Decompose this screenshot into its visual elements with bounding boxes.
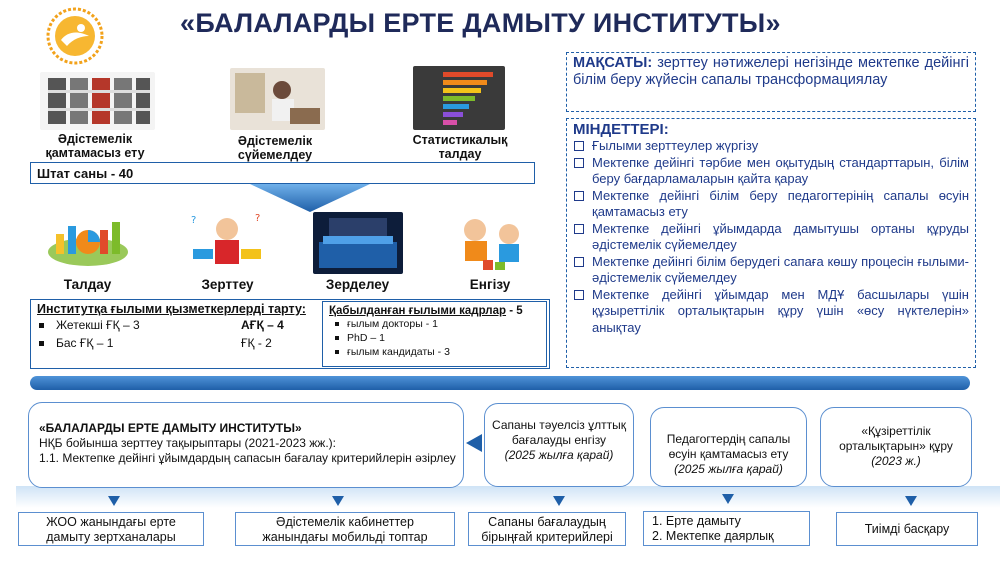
svg-text:?: ? (191, 215, 197, 226)
down-arrow-icon (905, 493, 917, 503)
output-management: Тиімді басқару (836, 512, 978, 546)
research-topics-bubble (28, 402, 464, 488)
tasks-label: МІНДЕТТЕРІ: (573, 121, 669, 138)
accepted-item: ғылым кандидаты - 3 (329, 345, 540, 359)
scientists-row2-right: ҒҚ - 2 (241, 336, 272, 350)
down-arrow-icon (722, 491, 734, 501)
teacher-growth-bubble (650, 407, 807, 487)
bubble-line: 1.1. Мектепке дейінгі ұйымдардың сапасын бағалау критерийлерін әзірлеу (39, 451, 456, 465)
task-item: Мектепке дейінгі ұйымдар мен МДҰ басшылары үшін құзыреттілік орталықтарын құру үшін «өсу нүктелерін» анықтау (573, 287, 969, 337)
output-program-2: 2. Мектепке даярлық (652, 529, 774, 543)
down-arrow-icon (108, 493, 120, 503)
aim-box (566, 52, 976, 112)
statistics-image (413, 66, 505, 130)
accepted-staff-box (322, 301, 547, 367)
task-item: Мектепке дейінгі білім берудегі сапаға көшу процесін ғылыми-әдістемелік сүйемелдеу (573, 254, 969, 287)
tasks-list (573, 138, 969, 336)
task-item: Мектепке дейінгі ұйымдарда дамытушы ортаны құруды әдістемелік сүйемелдеу (573, 221, 969, 254)
checkbox-icon (574, 158, 584, 168)
checkbox-icon (574, 257, 584, 267)
bubble-text: «Құзіреттілік орталықтарын» құру (839, 424, 953, 453)
output-labs: ЖОО жанындағы ерте дамыту зертханалары (18, 512, 204, 546)
national-assessment-bubble (484, 403, 634, 487)
study-image (313, 212, 403, 274)
output-program-1: 1. Ерте дамыту (652, 514, 741, 528)
mid-item-label-4: Енгізу (469, 277, 511, 292)
tasks-box (566, 118, 976, 368)
competence-centers-bubble (820, 407, 972, 487)
bubble-note: (2025 жылға қарай) (504, 448, 614, 462)
checkbox-icon (574, 290, 584, 300)
bottom-band (16, 486, 1000, 508)
output-mobile-groups: Әдістемелік кабинеттер жанындағы мобильді топтар (235, 512, 455, 546)
bubble-title: «БАЛАЛАРДЫ ЕРТЕ ДАМЫТУ ИНСТИТУТЫ» (39, 421, 302, 435)
research-image (183, 207, 270, 274)
scientists-row2-left: Бас ҒҚ – 1 (39, 335, 113, 352)
bookshelf-image (40, 72, 155, 130)
bubble-note: (2025 жылға қарай) (674, 462, 783, 476)
scientists-title: Институтқа ғылыми қызметкерлерді тарту: (37, 302, 306, 316)
checkbox-icon (574, 191, 584, 201)
bubble-text: Сапаны тәуелсіз ұлттық бағалауды енгізу (492, 418, 626, 447)
mid-item-label-2: Зерттеу (201, 277, 254, 292)
scientists-row1-left: Жетекші ҒҚ – 3 (39, 317, 140, 334)
mid-item-label-3: Зерделеу (325, 277, 390, 292)
output-programs (643, 511, 810, 546)
divider-band (30, 376, 970, 390)
accepted-title: Қабылданған ғылыми кадрлар (329, 305, 507, 317)
accepted-count: - 5 (506, 305, 523, 317)
arrow-left-icon (466, 434, 482, 452)
scientists-row1-right: АҒҚ – 4 (241, 318, 284, 332)
down-arrow-icon (553, 493, 565, 503)
aim-text: зерттеу нәтижелері негізінде мектепке дейінгі білім беру жүйесін сапалы трансформациялау (573, 55, 969, 88)
down-arrow-icon (332, 493, 344, 503)
teacher-image (230, 68, 325, 130)
bubble-text: Педагогтердің сапалы өсуін қамтамасыз ету (666, 432, 791, 461)
institute-logo (45, 6, 105, 66)
mid-item-label-1: Талдау (63, 277, 112, 292)
output-criteria: Сапаны бағалаудың бірыңғай критерийлері (468, 512, 626, 546)
svg-text:?: ? (255, 213, 261, 224)
task-item: Ғылыми зерттеулер жүргізу (573, 138, 969, 155)
bubble-note: (2023 ж.) (871, 454, 921, 468)
bubble-line: НҚБ бойынша зерттеу тақырыптары (2021-2023 жж.): (39, 436, 336, 450)
top-item-label-3: Статистикалық талдау (412, 133, 508, 161)
task-item: Мектепке дейінгі білім беру педагогтерінің сапалы өсуін қамтамасыз ету (573, 188, 969, 221)
top-item-label-2: Әдістемелік сүйемелдеу (237, 134, 313, 162)
implementation-image (445, 208, 537, 274)
task-item: Мектепке дейінгі тәрбие мен оқытудың стандарттарын, білім беру бағдарламаларын қайта қарау (573, 155, 969, 188)
checkbox-icon (574, 224, 584, 234)
accepted-item: ғылым докторы - 1 (329, 317, 540, 331)
checkbox-icon (574, 141, 584, 151)
page-title: «БАЛАЛАРДЫ ЕРТЕ ДАМЫТУ ИНСТИТУТЫ» (180, 8, 781, 38)
analysis-image (42, 212, 134, 274)
aim-label: МАҚСАТЫ: (573, 55, 653, 71)
accepted-item: PhD – 1 (329, 331, 540, 345)
staff-count: Штат саны - 40 (30, 162, 535, 184)
top-item-label-1: Әдістемелік қамтамасыз ету (45, 132, 145, 160)
